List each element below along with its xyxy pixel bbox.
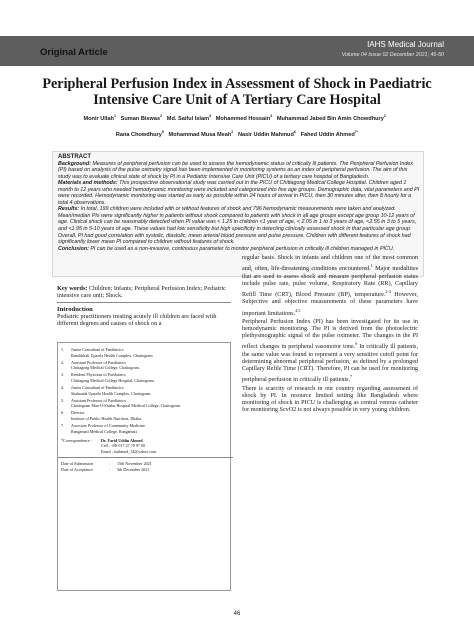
affiliation-text: Junior Consultant of Paediatrics Banshkhali Upazila Health Complex, Chattogram.: [71, 347, 154, 358]
keywords-divider: [57, 302, 231, 303]
abstract-conclusion: [58, 246, 420, 253]
methods-text: This prospective observational study was carried out in the PICU of Chittagong Medical College Hospital. Children aged 1 month to 12 years who needed hemodynamic monitoring were included and categorized into five age groups. Demographic data, vital parameters and PI were recorded. Hemodynamic monitoring was started as early as possible within 24 hours of arrival in PICU, then 30 minutes after, then 8 hourly for a total 4 observations.: [58, 180, 420, 206]
affiliation-number: 6.: [61, 410, 65, 416]
affiliations: [61, 347, 229, 472]
author-name: Rana Chowdhury: [115, 131, 162, 138]
author-name: Fahed Uddin Ahmed: [300, 131, 355, 138]
affiliation-list: [61, 347, 229, 436]
author-name: Muhammad Jabed Bin Amin Chowdhury: [276, 115, 384, 122]
author-name: Suman Biswas: [120, 115, 161, 122]
keywords-label: Key words:: [57, 285, 88, 292]
dates-divider: [57, 457, 233, 458]
keywords-text: Children; Infants; Peripheral Perfusion Index; Pediatric intensive care unit; Shock.: [57, 285, 226, 300]
journal-volume: Volume 04 Issue 02 December 2021; 46-50: [341, 52, 444, 58]
methods-label: Materials and methods:: [58, 180, 118, 187]
affiliation-item: [61, 410, 229, 421]
date-value: 15th November 2021: [117, 461, 152, 467]
body-paragraph: Peripheral Perfusion Index (PI) has been investigated for its use in hemodynamic monitoring. The PI is derived from the photoelectric plethysmographic signal of the pulse oximeter. The changes in the PI reflect changes in peripheral vasomotor tone.$^6$ In critically ill patients, the same value was found to represent a very sensitive cutoff point for determining abnormal peripheral perfusion, as defined by a prolonged Capillary Refile Time (CRT). Therefore, PI can be used for monitoring peripheral perfusion in critically ill patients.$^7$: [242, 318, 418, 384]
author-name: Mohammad Musa Meah: [168, 131, 232, 138]
affiliation-text: Junior Consultant of Paediatrics Sitakunda Upazila Health Complex, Chattogram.: [71, 385, 152, 396]
affiliation-text: Associate Professor of Community Medicine Rangamati Medical College, Rangamati.: [71, 423, 145, 434]
author-affiliation-mark: 5: [161, 129, 164, 134]
affiliation-item: [61, 398, 229, 409]
dates-list: [61, 461, 229, 472]
affiliation-number: 4.: [61, 385, 65, 391]
results-label: Results:: [58, 206, 80, 213]
date-row: [61, 467, 229, 473]
abstract-methods: [58, 180, 420, 206]
author-name: Monir Ullah: [83, 115, 114, 122]
correspondence-name: Dr. Farid Uddin Ahmed: [101, 437, 143, 443]
citation-mark: 6: [355, 341, 358, 347]
correspondence-label: *Correspondence :: [61, 437, 92, 443]
affiliation-text: Assistant Professor of Paediatrics Chittagong Medical College. Chattogram.: [71, 359, 140, 371]
affiliation-number: 3.: [61, 372, 65, 378]
journal-header-bar: [0, 36, 474, 66]
affiliation-number: 5.: [61, 397, 65, 403]
body-paragraph: There is scarcity of research in our country regarding assessment of shock by PI. In resource limited setting like Bangladesh where monitoring of shock in PICU is challenging as central venous catheter for monitoring ScvO2 is not always possible in very young children.: [242, 385, 418, 414]
author-affiliation-mark: 6: [293, 129, 296, 134]
conclusion-text: PI can be used as a non-invasive, continuous parameter to monitor peripheral perfusion in critically ill children managed in PICU.: [88, 245, 395, 252]
affiliation-item: [61, 360, 229, 371]
affiliation-text: Assistant Professor of Paediatrics Chattogram Maa-O-Shishu Hospital Medical College, Chattogram.: [71, 397, 181, 409]
abstract-heading: ABSTRACT: [58, 154, 91, 160]
correspondence-cell: Cell : +88 017 27 78 97 00: [101, 443, 146, 449]
affiliation-item: [61, 385, 229, 396]
left-column: [57, 285, 231, 327]
abstract-background: [58, 161, 420, 181]
author-list: [40, 110, 434, 142]
affiliation-item: [61, 347, 229, 358]
page-number: 46: [233, 611, 241, 617]
author-name: Mohammed Hossain: [215, 115, 271, 122]
date-value: 5th December 2021: [117, 466, 150, 472]
date-label: Date of Acceptance: [61, 466, 94, 472]
background-label: Background:: [58, 160, 91, 167]
author-affiliation-mark: 4: [270, 114, 273, 118]
author-affiliation-mark: 3: [209, 114, 212, 118]
affiliation-number: 7.: [61, 423, 65, 429]
author-name: Md. Saiful Islam: [166, 115, 210, 122]
affiliation-number: 1.: [61, 347, 65, 352]
correspondence-details: [101, 438, 229, 455]
affiliation-text: Director Institute of Public Health Nutrition, Dhaka.: [71, 410, 143, 421]
author-name: Nasir Uddin Mahmud: [237, 131, 294, 138]
article-type-label: Original Article: [40, 47, 108, 58]
results-text: In total, 199 children were included with or without features of shock and 796 hemodynamic measurements were taken and analyzed. Mean/median PIs were significantly higher in patients without shock compared to patients with shock in all age groups except age group 10-12 years of age. Clinical shock can be reasonably detected when PI value was < 1.25 in children <1 year of age, < 2.05 in 1 to 3 years of age, <2.55 in 3 to 5 years, and <1.95 in 5-10 years of age. These values had low sensitivity but high specificity in detecting clinically assessed shock in that particular age group. Overall, PI had good correlation with systolic, diastolic, mean arterial blood pressure and pulse pressure. Children with different features of shock had significantly lower mean PI compared to children without features of shock.: [58, 206, 417, 246]
citation-mark: 7: [350, 374, 353, 380]
citation-mark: 2-4: [385, 289, 391, 295]
affiliation-text: Resident Physician of Paediatrics Chittagong Medical College Hospital, Chattogram.: [71, 372, 155, 383]
date-label: Date of Submission: [61, 461, 94, 467]
body-paragraph: regular basis. Shock in infants and children one of the most common and, often, life-threatening conditions encountered.$^1$ Major modalities that are used to assess shock and measure peripheral perfusion status include pulse rate, pulse volume, Respiratory Rate (RR), Capillary Refill Time (CRT), Blood Pressure (BP), temperature.$^{2-4}$ However, Subjective and objective measurements of these parameters have important limitations.$^{4,5}$: [242, 255, 418, 317]
author-affiliation-mark: 2: [383, 114, 386, 118]
citation-mark: 1: [370, 263, 373, 269]
date-colon: :: [109, 466, 111, 472]
conclusion-label: Conclusion:: [58, 245, 89, 252]
citation-mark: 4,5: [295, 307, 301, 313]
affiliation-item: [61, 423, 229, 434]
affiliation-item: [61, 372, 229, 383]
date-colon: :: [109, 461, 111, 467]
author-affiliation-mark: 7*: [354, 129, 359, 134]
abstract: [58, 154, 420, 252]
author-affiliation-mark: 2: [231, 129, 234, 134]
affiliation-number: 2.: [61, 359, 65, 365]
abstract-results: [58, 206, 420, 245]
background-text: Measures of peripheral perfusion can be used to assess the hemodynamic status of critically ill patients. The Peripheral Perfusion Index (PI) based on analysis of the pulse oximetry signal has been implemented in monitoring systems as an index of peripheral perfusion. The aim of this study was to evaluate clinical state of shock by PI in a Pediatric Intensive Care Unit (PICU) of a tertiary care hospital of Bangladesh.: [58, 160, 413, 180]
keywords: [57, 285, 231, 299]
article-title: Peripheral Perfusion Index in Assessment of Shock in Paediatric Intensive Care Unit of A Tertiary Care Hospital: [42, 76, 432, 108]
right-column: [242, 255, 418, 415]
author-affiliation-mark: 1: [113, 114, 116, 118]
correspondence-email[interactable]: Email : fuahmed_34@yahoo.com: [101, 448, 157, 454]
journal-name: IAHS Medical Journal: [367, 40, 444, 49]
introduction-heading: Introduction: [57, 306, 93, 314]
correspondence: [61, 438, 229, 455]
author-affiliation-mark: 2: [160, 114, 163, 118]
introduction-text: Pediatric practitioners treating acutely ill children are faced with different degrees and causes of shock on a: [57, 313, 217, 328]
